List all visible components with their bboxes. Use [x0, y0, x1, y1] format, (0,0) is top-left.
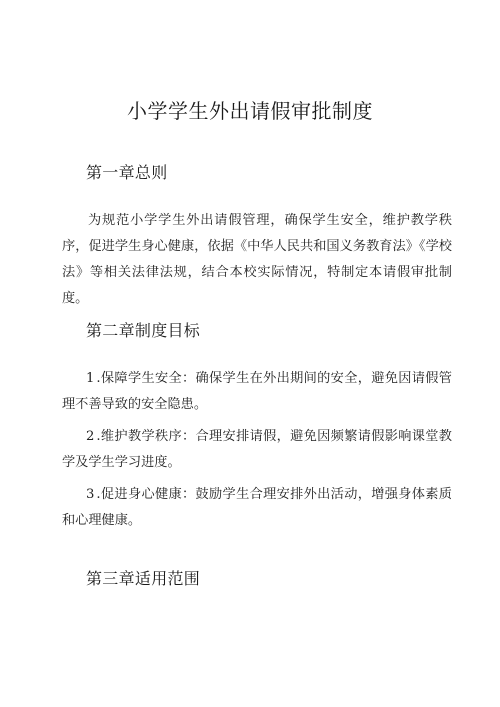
list-item — [62, 366, 452, 418]
list-item-text: .促进身心健康：鼓励学生合理安排外出活动，增强身体素质和心理健康。 — [62, 487, 452, 528]
chapter-2-list — [62, 366, 452, 534]
chapter-1-paragraph: 为规范小学学生外出请假管理，确保学生安全，维护教学秩序，促进学生身心健康，依据《中华人民共和国义务教育法》《学校法》等相关法律法规，结合本校实际情况，特制定本请假审批制度。 — [62, 213, 452, 306]
chapter-heading-3: 第三章适用范围 — [86, 569, 201, 588]
chapter-heading-1: 第一章总则 — [86, 163, 168, 182]
chapter-heading-2: 第二章制度目标 — [86, 321, 201, 340]
document-title: 小学学生外出请假审批制度 — [127, 99, 373, 123]
list-item-number: 3 — [86, 487, 95, 502]
list-item — [62, 482, 452, 534]
list-item — [62, 424, 452, 476]
list-item-text: .维护教学秩序：合理安排请假，避免因频繁请假影响课堂教学及学生学习进度。 — [62, 429, 452, 470]
list-item-number: 2 — [86, 429, 95, 444]
list-item-number: 1 — [86, 371, 95, 386]
list-item-text: .保障学生安全：确保学生在外出期间的安全，避免因请假管理不善导致的安全隐患。 — [62, 371, 452, 412]
